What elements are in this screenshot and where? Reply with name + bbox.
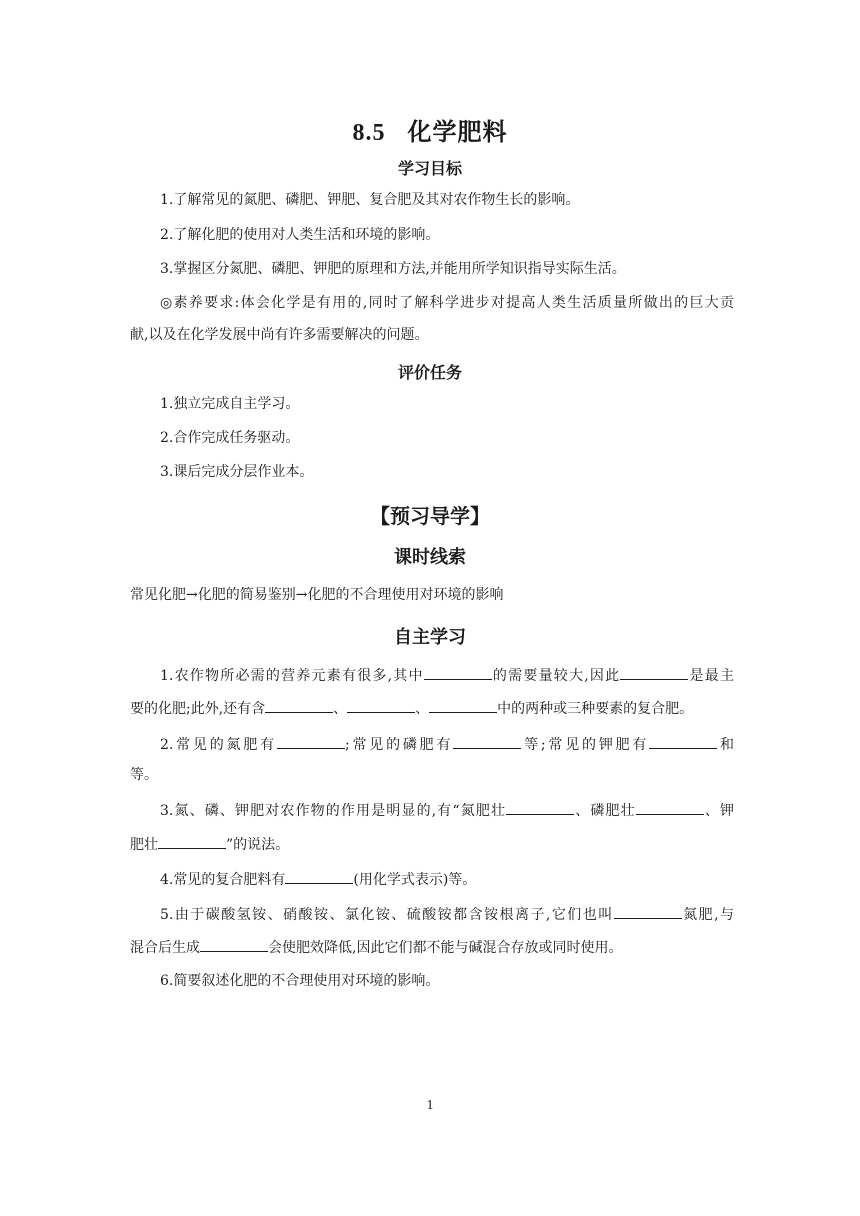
section-title: 化学肥料 [407, 118, 508, 146]
question-2-line2: 等。 [130, 767, 158, 783]
answer-blank[interactable] [424, 664, 492, 680]
answer-blank[interactable] [620, 664, 688, 680]
page-number: 1 [426, 1098, 434, 1113]
question-1-line1: 1.农作物所必需的营养元素有很多,其中 的需要量较大,因此 是最主 [160, 664, 734, 686]
question-4: 4.常见的复合肥料有 (用化学式表示)等。 [160, 868, 734, 890]
question-5-line2: 混合后生成 会使肥效降低,因此它们都不能与碱混合存放或同时使用。 [130, 936, 734, 958]
objective-item: 3.掌握区分氮肥、磷肥、钾肥的原理和方法,并能用所学知识指导实际生活。 [160, 261, 626, 277]
objective-item: 2.了解化肥的使用对人类生活和环境的影响。 [160, 227, 440, 243]
literacy-requirement-line: ◎素养要求:体会化学是有用的,同时了解科学进步对提高人类生活质量所做出的巨大贡 [160, 295, 734, 311]
evaluation-heading: 评价任务 [397, 363, 462, 382]
answer-blank[interactable] [453, 733, 521, 749]
objectives-heading: 学习目标 [397, 159, 462, 178]
answer-blank[interactable] [265, 697, 333, 713]
question-2-line1: 2.常见的氮肥有 ;常见的磷肥有 等;常见的钾肥有 和 [160, 733, 734, 755]
answer-blank[interactable] [277, 733, 345, 749]
evaluation-item: 2.合作完成任务驱动。 [160, 430, 300, 446]
question-1-line2: 要的化肥;此外,还有含 、 、 中的两种或三种要素的复合肥。 [130, 697, 734, 719]
literacy-requirement-line: 献,以及在化学发展中尚有许多需要解决的问题。 [130, 327, 429, 343]
answer-blank[interactable] [614, 903, 682, 919]
self-study-heading: 自主学习 [394, 627, 466, 648]
clue-text: 常见化肥→化肥的简易鉴别→化肥的不合理使用对环境的影响 [130, 587, 504, 603]
question-3-line2: 肥壮 ”的说法。 [130, 833, 734, 855]
question-5-line1: 5.由于碳酸氢铵、硝酸铵、氯化铵、硫酸铵都含铵根离子,它们也叫 氮肥,与 [160, 903, 734, 925]
objective-item: 1.了解常见的氮肥、磷肥、钾肥、复合肥及其对农作物生长的影响。 [160, 192, 580, 208]
answer-blank[interactable] [158, 833, 226, 849]
answer-blank[interactable] [200, 936, 268, 952]
question-3-line1: 3.氮、磷、钾肥对农作物的作用是明显的,有“氮肥壮 、磷肥壮 、钾 [160, 799, 734, 821]
evaluation-item: 1.独立完成自主学习。 [160, 396, 300, 412]
preview-heading: 【预习导学】 [370, 504, 490, 528]
answer-blank[interactable] [429, 697, 497, 713]
section-number: 8.5 [352, 120, 386, 146]
answer-blank[interactable] [649, 733, 717, 749]
page-title [0, 112, 860, 147]
answer-blank[interactable] [636, 799, 704, 815]
answer-blank[interactable] [506, 799, 574, 815]
answer-blank[interactable] [347, 697, 415, 713]
question-6: 6.简要叙述化肥的不合理使用对环境的影响。 [160, 973, 440, 989]
evaluation-item: 3.课后完成分层作业本。 [160, 464, 314, 480]
answer-blank[interactable] [285, 868, 353, 884]
clue-heading: 课时线索 [394, 547, 466, 568]
